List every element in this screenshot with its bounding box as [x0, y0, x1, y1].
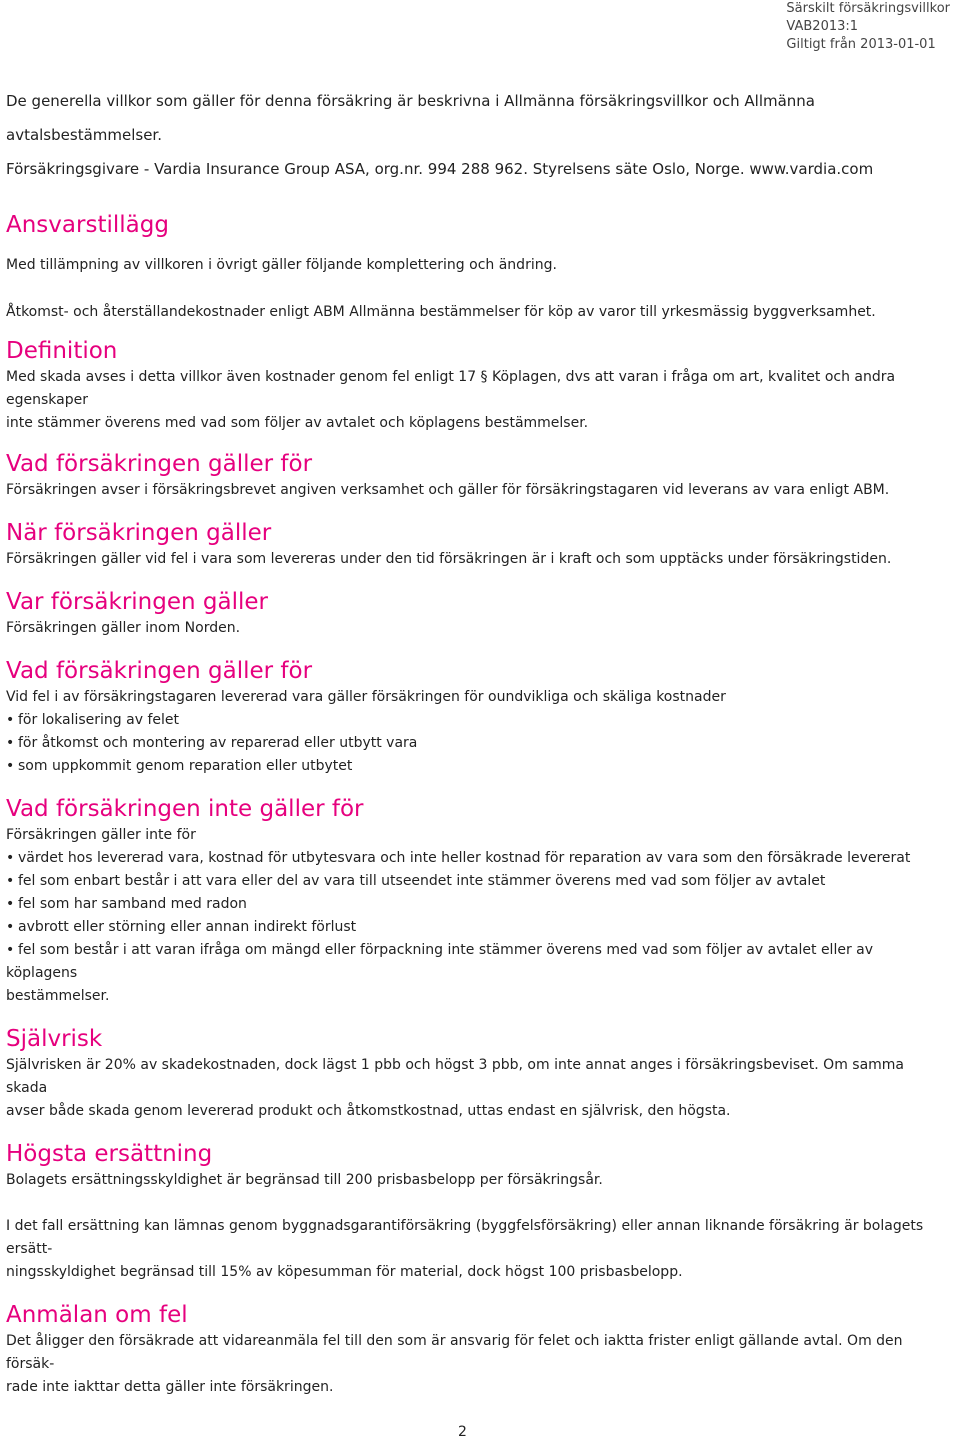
bullet-icon: •: [6, 896, 15, 912]
heading-nar-galler: När försäkringen gäller: [6, 520, 272, 546]
sjalvrisk-line-2: avser både skada genom levererad produkt och åtkomstkostnad, uttas endast en självrisk, den högsta.: [6, 1103, 731, 1119]
heading-inte-galler-for: Vad försäkringen inte gäller för: [6, 796, 364, 822]
sjalvrisk-line-1: Självrisken är 20% av skadekostnaden, dock lägst 1 pbb och högst 3 pbb, om inte annat anges i försäkringsbeviset. Om samma skada: [6, 1057, 905, 1096]
list-item: • fel som består i att varan ifråga om mängd eller förpackning inte stämmer överens med vad som följer av avtalet eller av köplagens: [6, 939, 946, 985]
bullet-icon: •: [6, 919, 15, 935]
hogsta-paragraph-2: I det fall ersättning kan lämnas genom byggnadsgarantiförsäkring (byggfelsförsäkring) eller annan liknande försäkring är bolagets ersätt-: [6, 1218, 924, 1257]
list-item-continuation: bestämmelser.: [6, 988, 110, 1004]
header-code: VAB2013:1: [786, 19, 859, 34]
hogsta-paragraph-1: Bolagets ersättningsskyldighet är begränsad till 200 prisbasbelopp per försäkringsår.: [6, 1172, 603, 1188]
heading-vad-galler-for-2: Vad försäkringen gäller för: [6, 658, 313, 684]
document-body: [6, 84, 946, 1399]
intro-insurer: Försäkringsgivare - Vardia Insurance Group ASA, org.nr. 994 288 962. Styrelsens säte Oslo, Norge. www.vardia.com: [6, 160, 874, 178]
intro-general-terms: De generella villkor som gäller för denna försäkring är beskrivna i Allmänna försäkringsvillkor och Allmänna avtalsbestämmelser.: [6, 92, 815, 144]
header-title: Särskilt försäkringsvillkor: [786, 1, 950, 16]
bullet-icon: •: [6, 712, 15, 728]
list-item: • fel som har samband med radon: [6, 893, 946, 916]
galler-for-paragraph: Försäkringen avser i försäkringsbrevet angiven verksamhet och gäller för försäkringstagaren vid leverans av vara enligt ABM.: [6, 482, 890, 498]
list-item: • värdet hos levererad vara, kostnad för utbytesvara och inte heller kostnad för reparation av vara som den försäkrade levererat: [6, 847, 946, 870]
anmalan-line-1: Det åligger den försäkrade att vidareanmäla fel till den som är ansvarig för felet och iaktta frister enligt gällande avtal. Om den försäk-: [6, 1333, 903, 1372]
var-paragraph: Försäkringen gäller inom Norden.: [6, 620, 241, 636]
heading-anmalan-om-fel: Anmälan om fel: [6, 1302, 188, 1328]
heading-var-galler: Var försäkringen gäller: [6, 589, 268, 615]
anmalan-line-2: rade inte iakttar detta gäller inte försäkringen.: [6, 1379, 334, 1395]
intro-block: [6, 84, 946, 186]
list-item: • för lokalisering av felet: [6, 709, 946, 732]
heading-ansvarstillagg: Ansvarstillägg: [6, 212, 169, 238]
ansvar-paragraph-2: Åtkomst- och återställandekostnader enligt ABM Allmänna bestämmelser för köp av varor till yrkesmässig byggverksamhet.: [6, 304, 876, 320]
hogsta-paragraph-3: ningsskyldighet begränsad till 15% av köpesumman för material, dock högst 100 prisbasbelopp.: [6, 1264, 683, 1280]
list-item: • för åtkomst och montering av reparerad eller utbytt vara: [6, 732, 946, 755]
bullet-icon: •: [6, 873, 15, 889]
bullet-icon: •: [6, 758, 15, 774]
bullet-icon: •: [6, 942, 15, 958]
heading-definition: Definition: [6, 338, 118, 364]
document-header: [786, 0, 950, 54]
heading-hogsta-ersattning: Högsta ersättning: [6, 1141, 213, 1167]
exclusions-list: [6, 847, 946, 1008]
list-item: • fel som enbart består i att vara eller del av vara till utseendet inte stämmer överens med vad som följer av avtalet: [6, 870, 946, 893]
page-number: 2: [458, 1424, 467, 1440]
bullet-icon: •: [6, 735, 15, 751]
list-item: • avbrott eller störning eller annan indirekt förlust: [6, 916, 946, 939]
ansvar-paragraph-1: Med tillämpning av villkoren i övrigt gäller följande komplettering och ändring.: [6, 257, 557, 273]
heading-sjalvrisk: Självrisk: [6, 1026, 103, 1052]
list-item: • som uppkommit genom reparation eller utbytet: [6, 755, 946, 778]
inte-galler-intro: Försäkringen gäller inte för: [6, 827, 196, 843]
nar-paragraph: Försäkringen gäller vid fel i vara som levereras under den tid försäkringen är i kraft och som upptäcks under försäkringstiden.: [6, 551, 892, 567]
definition-line-1: Med skada avses i detta villkor även kostnader genom fel enligt 17 § Köplagen, dvs att varan i fråga om art, kvalitet och andra egenskaper: [6, 369, 896, 408]
header-valid-from: Giltigt från 2013-01-01: [786, 37, 936, 52]
galler-for-2-intro: Vid fel i av försäkringstagaren levererad vara gäller försäkringen för oundvikliga och skäliga kostnader: [6, 689, 726, 705]
bullet-icon: •: [6, 850, 15, 866]
covered-costs-list: [6, 709, 946, 778]
definition-line-2: inte stämmer överens med vad som följer av avtalet och köplagens bestämmelser.: [6, 415, 589, 431]
heading-vad-galler-for: Vad försäkringen gäller för: [6, 451, 313, 477]
